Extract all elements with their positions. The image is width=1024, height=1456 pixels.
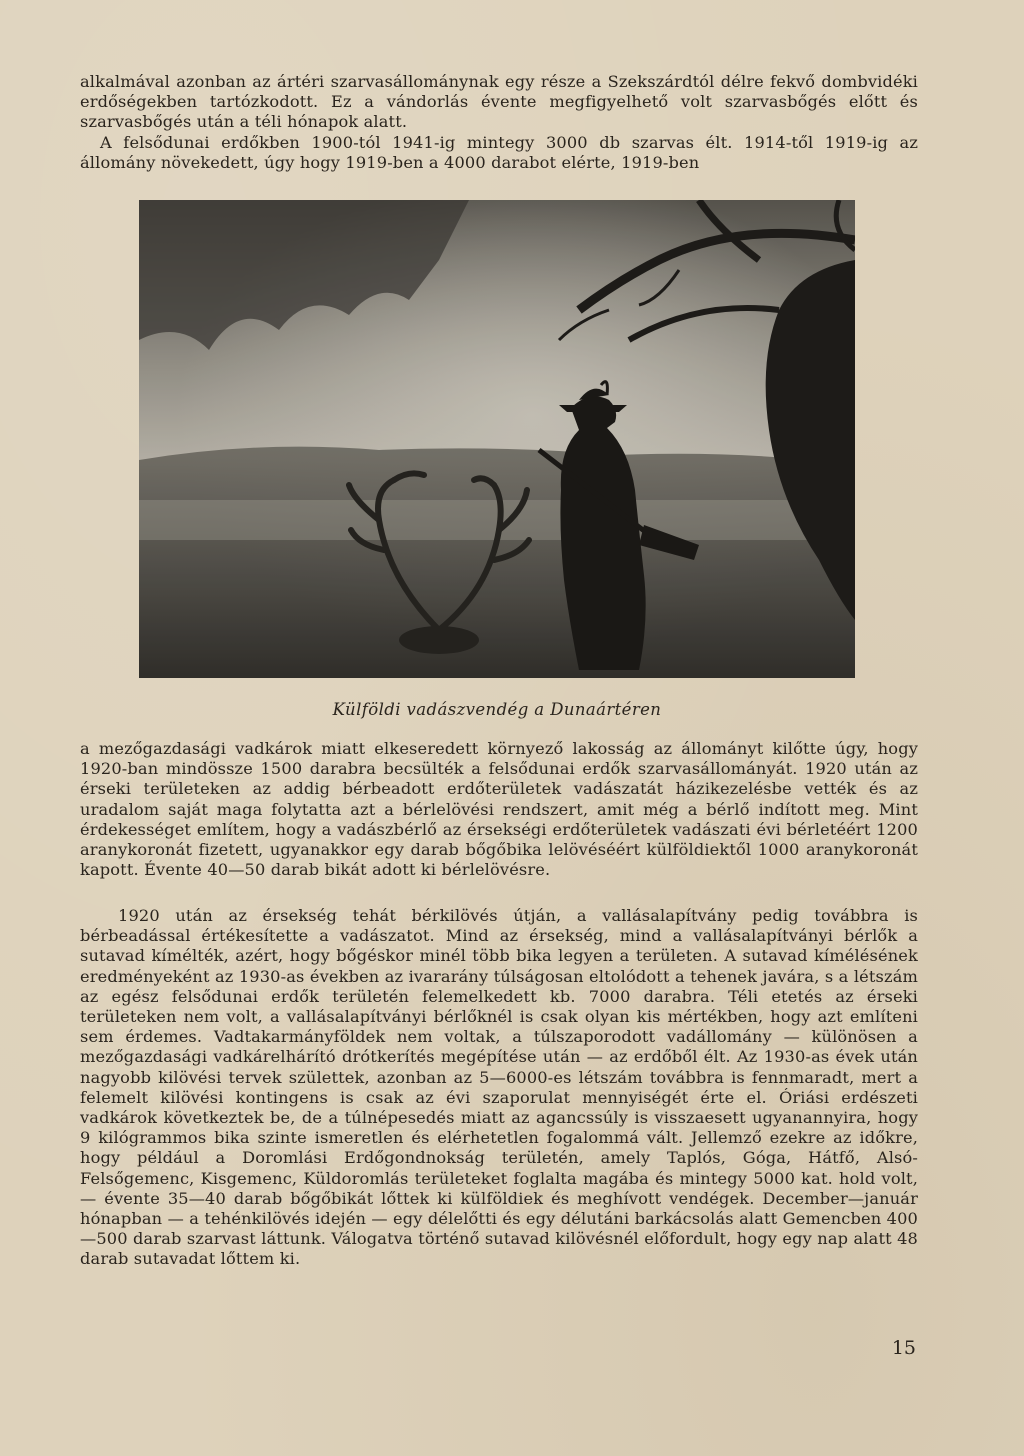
paragraph-2: A felsődunai erdőkben 1900-tól 1941-ig mintegy 3000 db szarvas élt. 1914-től 1919-ig az állomány növekedett, úgy hogy 1919-ben a 4000 darabot elérte, 1919-ben: [80, 133, 918, 173]
paragraph-3: a mezőgazdasági vadkárok miatt elkeseredett környező lakosság az állományt kilőtte úgy, hogy 1920-ban mindössze 1500 darabra becsülték a felsődunai erdők szarvasállományát. 1920 után az érseki területeken az addig bérbeadott erdőterületek vadászatát házikezelésbe vették és az uradalom saját maga folytatta azt a bérlelövési rendszert, amit még a bérlő indított meg. Mint érdekességet említem, hogy a vadászbérlő az érsekségi erdőterületek vadászati évi bérletéért 1200 aranykoronát fizetett, ugyanakkor egy darab bőgőbika lelövéséért külföldiektől 1000 aranykoronát kapott. Évente 40—50 darab bikát adott ki bérlelövésre.: [80, 739, 918, 880]
photo-caption: Külföldi vadászvendég a Dunaártéren: [332, 700, 662, 719]
hunter-with-antlers-photo: [139, 200, 855, 678]
paragraph-1: alkalmával azonban az ártéri szarvasállománynak egy része a Szekszárdtól délre fekvő dombvidéki erdőségekben tartózkodott. Ez a vándorlás évente megfigyelhető volt szarvasbőgés előtt és szarvasbőgés után a téli hónapok alatt.: [80, 72, 918, 132]
paragraph-4: 1920 után az érsekség tehát bérkilövés útján, a vallásalapítvány pedig továbbra is bérbeadással értékesítette a vadászatot. Mind az érsekség, mind a vallásalapítványi bérlők a sutavad kímélték, azért, hogy bőgéskor minél több bika legyen a területen. A sutavad kímélésének eredményeként az 1930-as években az ivararány túlságosan eltolódott a tehenek javára, s a létszám az egész felsődunai erdők területén felemelkedett kb. 7000 darabra. Téli etetés az érseki területeken nem volt, a vallásalapítványi bérlőknél is csak olyan kis mértékben, hogy azt említeni sem érdemes. Vadtakarmányföldek nem voltak, a túlszaporodott vadállomány — különösen a mezőgazdasági vadkárelhárító drótkerítés megépítése után — az erdőből élt. Az 1930-as évek után nagyobb kilövési tervek születtek, azonban az 5—6000-es létszám továbbra is fennmaradt, mert a felemelt kilövési kontingens is csak az évi szaporulat mennyiségét érte el. Óriási erdészeti vadkárok következtek be, de a túlnépesedés miatt az agancssúly is visszaesett ugyanannyira, hogy 9 kilógrammos bika szinte ismeretlen és elérhetetlen fogalommá vált. Jellemző ezekre az időkre, hogy például a Doromlási Erdőgondnokság területén, amely Taplós, Góga, Hátfő, Alsó-Felsőgemenc, Kisgemenc, Küldoromlás területeket foglalta magába és mintegy 5000 kat. hold volt, — évente 35—40 darab bőgőbikát lőttek ki külföldiek és meghívott vendégek. December—január hónapban — a tehénkilövés idején — egy délelőtti és egy délutáni barkácsolás alatt Gemencben 400—500 darab szarvast láttunk. Válogatva történő sutavad kilövésnél előfordult, hogy egy nap alatt 48 darab sutavadat lőttem ki.: [80, 906, 918, 1269]
page-number: 15: [891, 1337, 916, 1359]
